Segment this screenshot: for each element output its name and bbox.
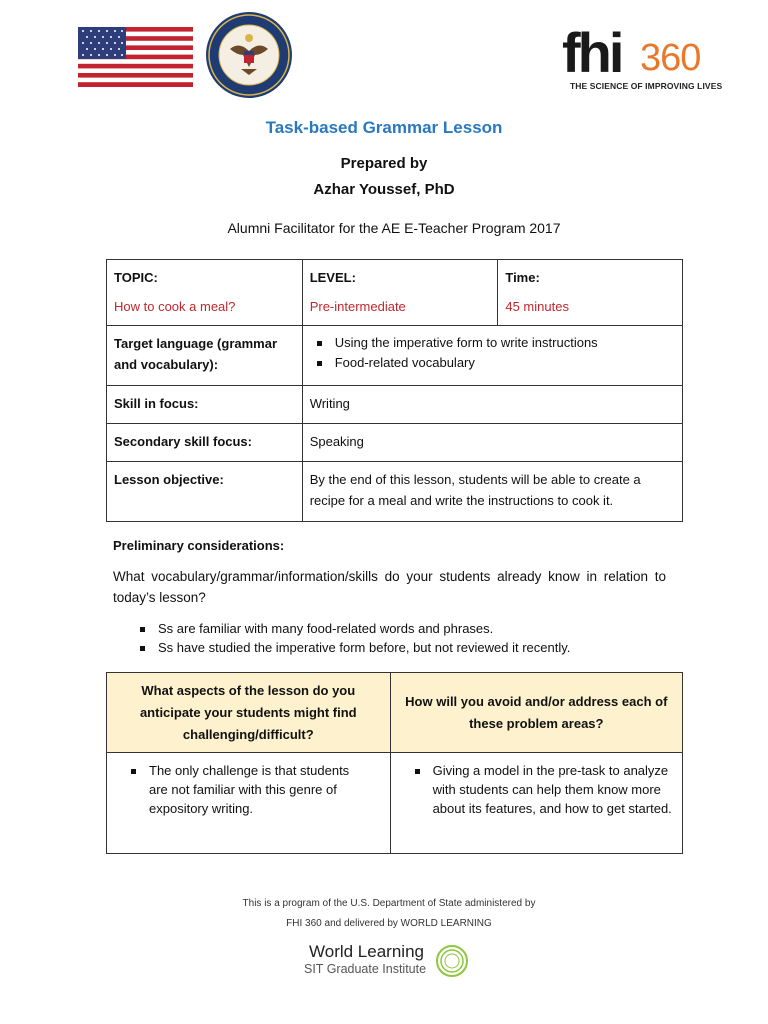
table-row: [107, 326, 683, 386]
solutions-header: How will you avoid and/or address each of these problem areas?: [390, 673, 682, 753]
table-row: [107, 462, 683, 522]
list-item: Ss are familiar with many food-related words and phrases.: [158, 619, 570, 638]
lesson-info-table: [106, 259, 683, 522]
time-value: 45 minutes: [505, 299, 569, 314]
table-row: [107, 424, 683, 462]
prepared-by-label: Prepared by: [340, 155, 428, 172]
list-item: Using the imperative form to write instructions: [335, 333, 675, 353]
challenges-header: What aspects of the lesson do you anticipate your students might find challenging/difficult?: [107, 673, 391, 753]
list-item: Ss have studied the imperative form before, but not reviewed it recently.: [158, 640, 571, 655]
solutions-list: [401, 761, 672, 818]
world-learning-name: World Learning: [309, 942, 424, 961]
table-row: [107, 260, 683, 326]
secondary-skill-label: Secondary skill focus:: [114, 434, 252, 449]
facilitator-line: Alumni Facilitator for the AE E-Teacher Program 2017: [227, 220, 561, 236]
list-item: Food-related vocabulary: [335, 353, 675, 373]
list-item: Giving a model in the pre-task to analyze with students can help them know more about its features, and how to get started.: [432, 763, 672, 816]
target-language-list: [310, 333, 675, 373]
level-value: Pre-intermediate: [309, 299, 406, 314]
skill-value: Writing: [302, 386, 682, 424]
svg-text:fhi: fhi: [562, 21, 622, 78]
world-learning-subtitle: SIT Graduate Institute: [304, 962, 427, 976]
preliminary-list: [113, 619, 570, 657]
list-item: The only challenge is that students are not familiar with this genre of expository writing.: [149, 761, 380, 818]
objective-value: By the end of this lesson, students will be able to create a recipe for a meal and write the instructions to cook it.: [302, 462, 682, 522]
topic-label: TOPIC:: [114, 270, 158, 285]
footer-line-1: This is a program of the U.S. Department of State administered by: [242, 898, 536, 909]
author-name: Azhar Youssef, PhD: [313, 181, 455, 198]
level-label: LEVEL:: [309, 270, 356, 285]
time-label: Time:: [505, 270, 540, 285]
objective-label: Lesson objective:: [114, 472, 224, 487]
preliminary-question: What vocabulary/grammar/information/skills do your students already know in relation to today’s lesson?: [113, 569, 666, 605]
us-flag-icon: [78, 27, 193, 87]
footer-line-2: FHI 360 and delivered by WORLD LEARNING: [286, 918, 492, 929]
table-header-row: [107, 673, 683, 753]
document-title: Task-based Grammar Lesson: [265, 118, 503, 137]
secondary-skill-value: Speaking: [302, 424, 682, 462]
skill-label: Skill in focus:: [114, 396, 199, 411]
table-row: [107, 386, 683, 424]
svg-text:360: 360: [640, 37, 701, 78]
table-row: [107, 753, 683, 854]
state-department-seal-icon: [203, 11, 295, 99]
challenges-list: [117, 761, 380, 818]
fhi360-logo: [562, 20, 714, 78]
fhi-tagline: THE SCIENCE OF IMPROVING LIVES: [570, 81, 723, 91]
problem-areas-table: [106, 672, 683, 854]
preliminary-heading: Preliminary considerations:: [113, 538, 285, 553]
topic-value: How to cook a meal?: [114, 299, 236, 314]
target-language-label: Target language (grammar and vocabulary):: [114, 336, 278, 372]
